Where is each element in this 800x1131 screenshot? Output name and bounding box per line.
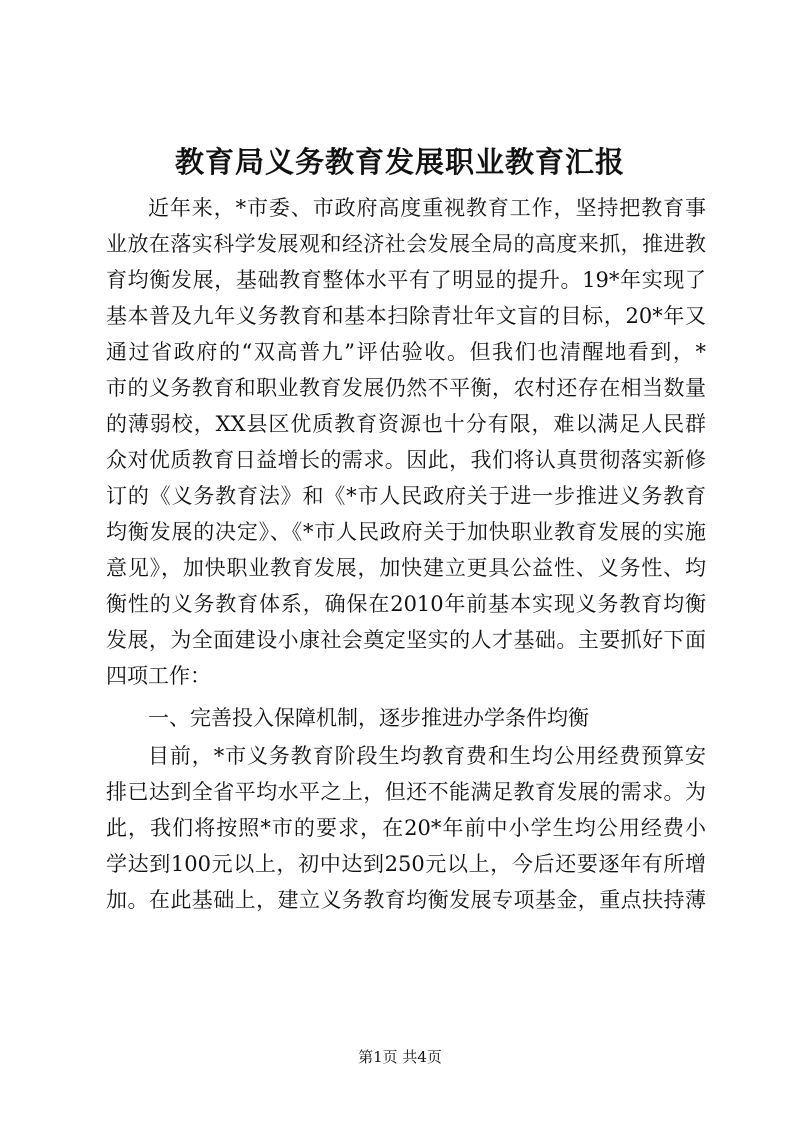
page-number-footer: 第1页 共4页 [358,1048,442,1066]
document-title: 教育局义务教育发展职业教育汇报 [174,145,625,179]
paragraph-1-line-14: 四项工作： [106,664,211,688]
paragraph-1-line-8: 众对优质教育日益增长的需求。因此，我们将认真贯彻落实新修 [106,448,706,472]
paragraph-2-line-5: 加。在此基础上，建立义务教育均衡发展专项基金，重点扶持薄 [106,888,706,912]
paragraph-1-line-13: 发展，为全面建设小康社会奠定坚实的人才基础。主要抓好下面 [106,628,706,652]
paragraph-1-line-9: 订的《义务教育法》和《*市人民政府关于进一步推进义务教育 [106,484,706,508]
paragraph-1-line-2: 业放在落实科学发展观和经济社会发展全局的高度来抓，推进教 [106,232,706,256]
paragraph-1-line-5: 通过省政府的“双高普九”评估验收。但我们也清醒地看到，* [106,340,706,364]
paragraph-1-line-4: 基本普及九年义务教育和基本扫除青壮年文盲的目标，20*年又 [106,304,706,328]
paragraph-1-line-12: 衡性的义务教育体系，确保在2010年前基本实现义务教育均衡 [106,592,706,616]
section-heading-1: 一、完善投入保障机制，逐步推进办学条件均衡 [148,706,589,730]
paragraph-2-line-4: 学达到100元以上，初中达到250元以上，今后还要逐年有所增 [106,852,706,876]
paragraph-2-line-3: 此，我们将按照*市的要求，在20*年前中小学生均公用经费小 [106,816,706,840]
paragraph-1-line-10: 均衡发展的决定》、《*市人民政府关于加快职业教育发展的实施 [106,520,706,544]
paragraph-1-line-11: 意见》，加快职业教育发展，加快建立更具公益性、义务性、均 [106,556,706,580]
paragraph-2-line-1: 目前，*市义务教育阶段生均教育费和生均公用经费预算安 [148,744,706,768]
paragraph-1-line-7: 的薄弱校，XX县区优质教育资源也十分有限，难以满足人民群 [106,412,706,436]
paragraph-2-line-2: 排已达到全省平均水平之上，但还不能满足教育发展的需求。为 [106,780,706,804]
paragraph-1-line-6: 市的义务教育和职业教育发展仍然不平衡，农村还存在相当数量 [106,376,706,400]
paragraph-1-line-1: 近年来，*市委、市政府高度重视教育工作，坚持把教育事 [148,196,706,220]
paragraph-1-line-3: 育均衡发展，基础教育整体水平有了明显的提升。19*年实现了 [106,268,706,292]
